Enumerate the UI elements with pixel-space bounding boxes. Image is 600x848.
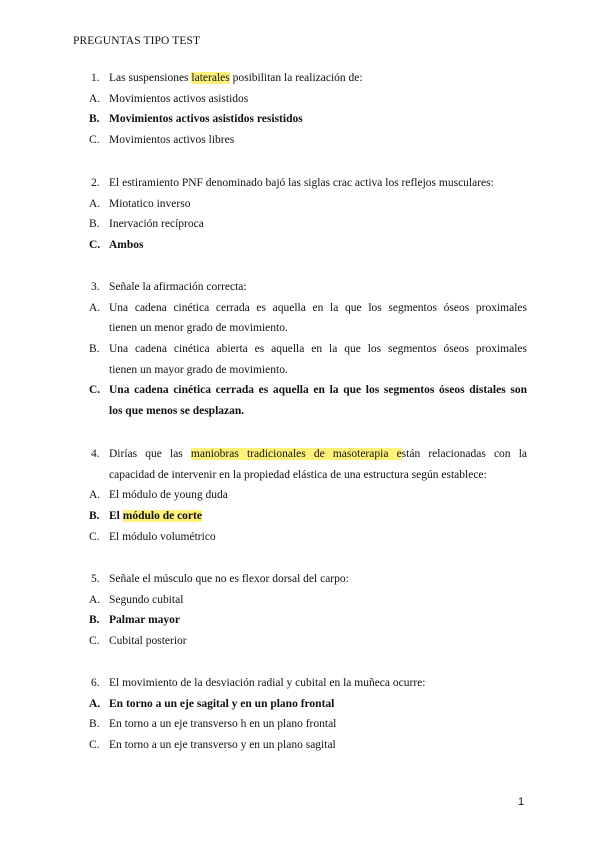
option-label: B.	[89, 343, 100, 356]
option-c	[0, 631, 600, 652]
option-a	[0, 485, 600, 506]
option-text-line-2: los que menos se desplazan.	[109, 405, 245, 418]
option-text-line-1: Una cadena cinética cerrada es aquella en la que los segmentos óseos distales son	[109, 384, 527, 397]
option-text: En torno a un eje transverso y en un plano sagital	[109, 739, 336, 752]
question-text: El movimiento de la desviación radial y cubital en la muñeca ocurre:	[109, 677, 426, 689]
option-text: Ambos	[109, 239, 144, 252]
question-1	[0, 68, 600, 151]
question-4	[0, 444, 600, 547]
question-text: Señale la afirmación correcta:	[109, 281, 247, 293]
option-text: El módulo volumétrico	[109, 530, 216, 543]
option-text: En torno a un eje transverso h en un plano frontal	[109, 718, 337, 731]
option-label: A.	[89, 301, 101, 314]
option-b-correct	[0, 109, 600, 130]
option-a	[0, 89, 600, 110]
question-stem-continued	[0, 465, 600, 486]
option-a-correct	[0, 694, 600, 715]
highlighted-text: módulo de corte	[122, 510, 202, 523]
highlighted-text: maniobras tradicionales de masoterapia e	[190, 448, 402, 460]
option-b	[0, 714, 600, 735]
option-b-continued	[0, 360, 600, 381]
option-text-line-2: tienen un menor grado de movimiento.	[109, 322, 288, 335]
option-c-correct	[0, 380, 600, 401]
option-c-continued	[0, 401, 600, 422]
option-text: Movimientos activos asistidos resistidos	[109, 113, 303, 126]
option-text: Cubital posterior	[109, 635, 187, 648]
question-number: 3.	[91, 281, 100, 293]
option-text: Miotatico inverso	[109, 197, 191, 210]
question-text-line-1	[109, 444, 527, 465]
option-label: A.	[89, 489, 101, 502]
question-3	[0, 277, 600, 422]
question-stem	[0, 444, 600, 465]
option-label: B.	[89, 510, 100, 523]
option-label: A.	[89, 697, 101, 710]
question-number: 2.	[91, 177, 100, 189]
question-text-line-2: capacidad de intervenir en la propiedad elástica de una estructura según establece:	[109, 468, 487, 481]
option-text: Movimientos activos libres	[109, 134, 235, 147]
question-number: 4.	[91, 448, 100, 460]
option-label: A.	[89, 593, 101, 606]
option-text-line-1: Una cadena cinética abierta es aquella en la que los segmentos óseos proximales	[109, 343, 527, 356]
option-label: B.	[89, 113, 100, 126]
option-text: Palmar mayor	[109, 614, 181, 627]
option-b	[0, 339, 600, 360]
option-text: En torno a un eje sagital y en un plano frontal	[109, 697, 335, 710]
question-stem	[0, 569, 600, 590]
page-number: 1	[518, 796, 525, 808]
option-text	[109, 506, 202, 527]
stem-part: Dirías que las	[109, 448, 191, 460]
option-label: B.	[89, 718, 100, 731]
option-a	[0, 194, 600, 215]
question-6	[0, 673, 600, 756]
question-stem	[0, 173, 600, 194]
question-text	[109, 68, 363, 89]
option-text: Movimientos activos asistidos	[109, 92, 249, 105]
option-text-part: El	[109, 510, 123, 523]
option-text-line-1: Una cadena cinética cerrada es aquella en la que los segmentos óseos proximales	[109, 301, 527, 314]
question-5	[0, 569, 600, 652]
option-text: El módulo de young duda	[109, 489, 228, 502]
option-label: A.	[89, 92, 101, 105]
option-a-continued	[0, 318, 600, 339]
option-label: C.	[89, 239, 101, 252]
option-a	[0, 590, 600, 611]
option-label: C.	[89, 739, 100, 752]
option-label: A.	[89, 197, 101, 210]
stem-part: stán relacionadas con la	[401, 448, 527, 460]
option-label: C.	[89, 635, 100, 648]
option-b	[0, 214, 600, 235]
question-text: Señale el músculo que no es flexor dorsal del carpo:	[109, 573, 349, 585]
option-c	[0, 735, 600, 756]
option-a	[0, 298, 600, 319]
question-stem	[0, 277, 600, 298]
option-text: Segundo cubital	[109, 593, 184, 606]
option-label: C.	[89, 134, 100, 147]
option-b-correct	[0, 610, 600, 631]
option-c	[0, 130, 600, 151]
question-2	[0, 173, 600, 256]
question-number: 6.	[91, 677, 100, 689]
option-b-correct	[0, 506, 600, 527]
question-number: 1.	[91, 72, 100, 84]
stem-part: posibilitan la realización de:	[229, 72, 363, 84]
stem-part: Las suspensiones	[109, 72, 192, 84]
option-label: C.	[89, 530, 100, 543]
option-c-correct	[0, 235, 600, 256]
highlighted-text: laterales	[191, 72, 230, 84]
option-label: B.	[89, 218, 100, 231]
document-title: PREGUNTAS TIPO TEST	[73, 35, 201, 47]
option-c	[0, 527, 600, 548]
question-stem	[0, 68, 600, 89]
question-number: 5.	[91, 573, 100, 585]
question-stem	[0, 673, 600, 694]
option-text: Inervación recíproca	[109, 218, 204, 231]
question-text: El estiramiento PNF denominado bajó las siglas crac activa los reflejos musculares:	[109, 177, 494, 189]
option-text-line-2: tienen un mayor grado de movimiento.	[109, 363, 288, 376]
option-label: B.	[89, 614, 100, 627]
option-label: C.	[89, 384, 101, 397]
